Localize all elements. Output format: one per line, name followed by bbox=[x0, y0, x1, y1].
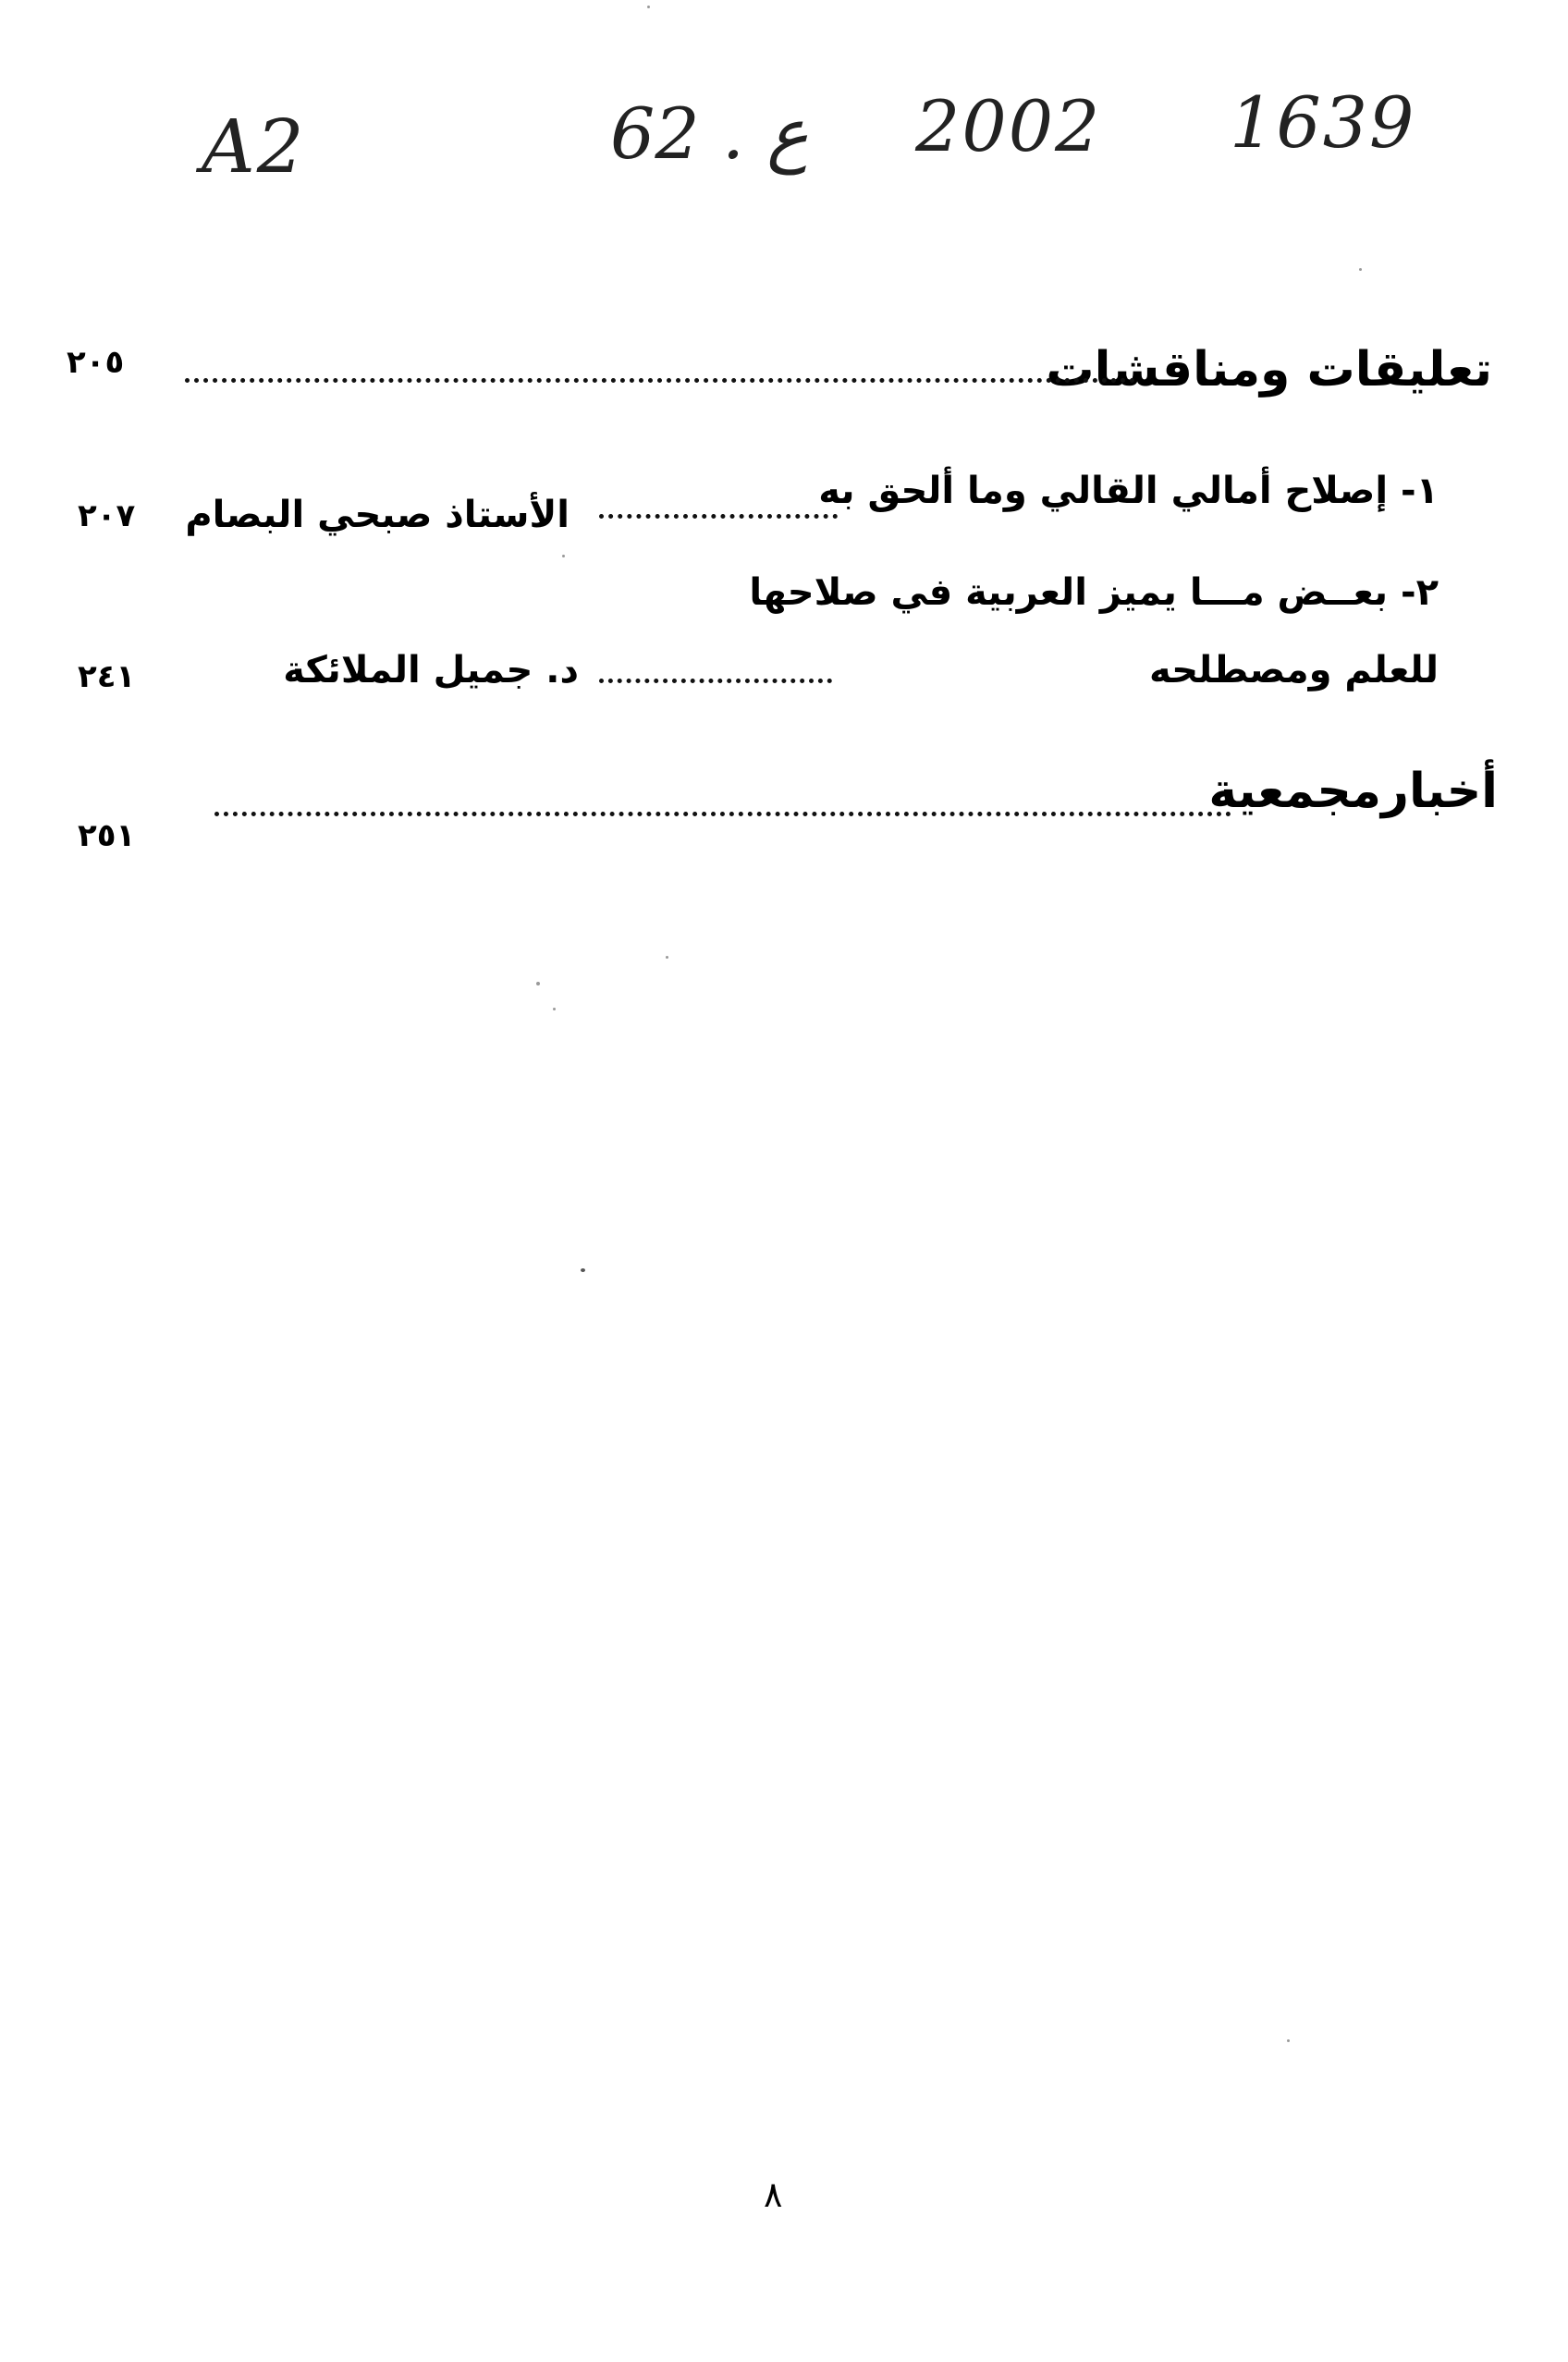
annotation-issue: 62 . ع bbox=[610, 92, 809, 175]
scan-speck bbox=[536, 982, 540, 985]
scan-speck bbox=[581, 1268, 585, 1272]
toc-item-2-title-line2: للعلم ومصطلحه bbox=[1149, 649, 1439, 691]
toc-item-1-page: ٢٠٧ bbox=[78, 497, 136, 534]
scan-speck bbox=[1359, 268, 1362, 271]
scan-speck bbox=[562, 555, 565, 557]
toc-item-2-title-line1: ٢- بعــض مـــا يميز العربية في صلاحها bbox=[749, 571, 1439, 614]
annotation-code: A2 bbox=[202, 104, 306, 190]
page-number-news: ٢٥١ bbox=[78, 817, 136, 854]
leader-dots bbox=[214, 812, 1231, 816]
scan-speck bbox=[647, 6, 650, 8]
footer-page-number: ٨ bbox=[764, 2174, 783, 2215]
section-title-comments: تعليقات ومناقشات bbox=[1046, 342, 1492, 398]
toc-item-2-author: د. جميل الملائكة bbox=[283, 649, 579, 691]
scan-speck bbox=[666, 956, 668, 959]
scan-speck bbox=[1287, 2039, 1290, 2042]
scan-speck bbox=[553, 1008, 556, 1010]
annotation-year: 2002 bbox=[915, 85, 1102, 167]
leader-dots bbox=[185, 378, 1135, 383]
toc-item-1-title: ١- إصلاح أمالي القالي وما ألحق به bbox=[818, 470, 1439, 512]
page-number-comments: ٢٠٥ bbox=[67, 344, 125, 381]
toc-item-2-page: ٢٤١ bbox=[78, 658, 136, 695]
toc-item-1-author: الأستاذ صبحي البصام bbox=[185, 494, 570, 536]
leader-dots bbox=[599, 679, 832, 683]
annotation-number: 1639 bbox=[1230, 81, 1416, 164]
section-title-news: أخبارمجمعية bbox=[1208, 764, 1498, 819]
leader-dots bbox=[599, 514, 838, 519]
